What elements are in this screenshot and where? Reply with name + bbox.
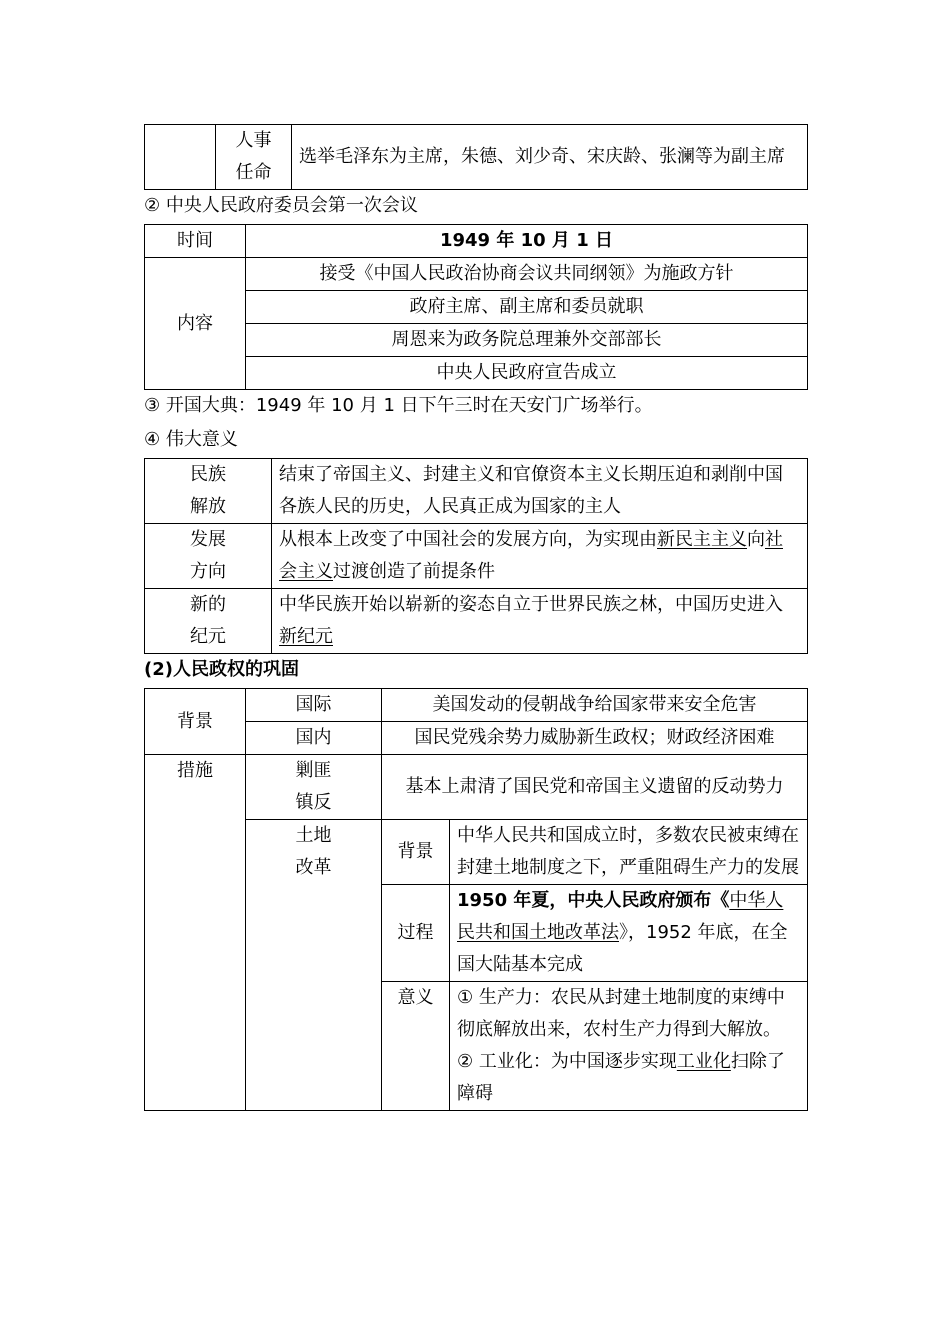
- significance-heading: ④ 伟大意义: [144, 429, 238, 450]
- significance-table: [144, 458, 808, 654]
- consolidation-heading: (2)人民政权的巩固: [144, 659, 299, 680]
- land-bg-label: 背景: [382, 820, 450, 885]
- time-value: 1949 年 10 月 1 日: [246, 225, 808, 258]
- label-line: 土地: [295, 825, 332, 846]
- table-row: [145, 459, 808, 524]
- meeting-item: 中央人民政府宣告成立: [246, 357, 808, 390]
- label-line: 方向: [190, 561, 226, 582]
- bandit-text: 基本上肃清了国民党和帝国主义遗留的反动势力: [382, 755, 808, 820]
- label-line: 改革: [295, 857, 332, 878]
- land-reform-label-cell: [246, 820, 382, 1111]
- meeting-heading: ② 中央人民政府委员会第一次会议: [144, 195, 418, 216]
- underlined-term: 中华人民共和国土地改革法: [457, 890, 784, 943]
- ceremony-line: ③ 开国大典：1949 年 10 月 1 日下午三时在天安门广场举行。: [144, 395, 653, 416]
- label-line: 镇反: [295, 792, 332, 813]
- table-row: [145, 125, 808, 190]
- bandit-label-cell: [246, 755, 382, 820]
- label-line: 解放: [190, 496, 226, 517]
- meeting-item: 接受《中国人民政治协商会议共同纲领》为施政方针: [246, 258, 808, 291]
- underlined-term: 工业化: [676, 1051, 731, 1072]
- text-part: 向: [747, 529, 765, 550]
- appointment-label-cell: [216, 125, 292, 190]
- meeting-item: 政府主席、副主席和委员就职: [246, 291, 808, 324]
- appointment-label-line2: 任命: [235, 162, 272, 183]
- meaning-item-2: [457, 1046, 800, 1110]
- text-part: 过渡创造了前提条件: [333, 561, 495, 582]
- meeting-item: 周恩来为政务院总理兼外交部部长: [246, 324, 808, 357]
- underlined-term: 新纪元: [279, 626, 333, 647]
- meeting-table: [144, 224, 808, 390]
- background-label: 背景: [145, 689, 246, 755]
- underlined-term: 新民主主义: [657, 529, 747, 550]
- label-line: 发展: [190, 529, 226, 550]
- label-line: 剿匪: [295, 760, 332, 781]
- domestic-label: 国内: [246, 722, 382, 755]
- meaning-item-1: ① 生产力：农民从封建土地制度的束缚中彻底解放出来，农村生产力得到大解放。: [457, 987, 785, 1040]
- significance-text: [272, 524, 808, 589]
- table-row: [145, 225, 808, 258]
- significance-label-cell: [145, 459, 272, 524]
- text-part: 中华民族开始以崭新的姿态自立于世界民族之林，中国历史进入: [279, 594, 783, 615]
- empty-cell: [145, 125, 216, 190]
- text-part: 扫除了障碍: [457, 1051, 785, 1104]
- table-row: [145, 258, 808, 291]
- meaning-text: [450, 982, 808, 1111]
- time-label: 时间: [145, 225, 246, 258]
- intl-label: 国际: [246, 689, 382, 722]
- label-line: 民族: [190, 464, 226, 485]
- measures-label: 措施: [145, 755, 246, 1111]
- process-label: 过程: [382, 885, 450, 982]
- text-part: 从根本上改变了中国社会的发展方向，为实现由: [279, 529, 657, 550]
- appointment-label-line1: 人事: [235, 130, 272, 151]
- text-part: 1950 年夏，中央人民政府颁布《: [457, 890, 730, 911]
- table-row: [145, 689, 808, 722]
- document-page: [144, 124, 808, 1111]
- table-row: [145, 524, 808, 589]
- land-bg-text: 中华人民共和国成立时，多数农民被束缚在封建土地制度之下，严重阻碍生产力的发展: [450, 820, 808, 885]
- consolidation-table: [144, 688, 808, 1111]
- appointment-content: 选举毛泽东为主席，朱德、刘少奇、宋庆龄、张澜等为副主席: [292, 125, 808, 190]
- table-row: [145, 755, 808, 820]
- intl-text: 美国发动的侵朝战争给国家带来安全危害: [382, 689, 808, 722]
- significance-text: 结束了帝国主义、封建主义和官僚资本主义长期压迫和剥削中国各族人民的历史，人民真正成为国家的主人: [272, 459, 808, 524]
- significance-label-cell: [145, 589, 272, 654]
- content-label: 内容: [145, 258, 246, 390]
- appointment-table: [144, 124, 808, 190]
- significance-text: [272, 589, 808, 654]
- text-part: ② 工业化：为中国逐步实现: [457, 1051, 677, 1072]
- label-line: 新的: [190, 594, 226, 615]
- meaning-label: 意义: [382, 982, 450, 1111]
- table-row: [145, 589, 808, 654]
- text-part: 》，1952 年底，在全国大陆基本完成: [457, 922, 788, 975]
- domestic-text: 国民党残余势力威胁新生政权；财政经济困难: [382, 722, 808, 755]
- label-line: 纪元: [190, 626, 226, 647]
- process-text: [450, 885, 808, 982]
- underlined-term: 社会主义: [279, 529, 783, 582]
- significance-label-cell: [145, 524, 272, 589]
